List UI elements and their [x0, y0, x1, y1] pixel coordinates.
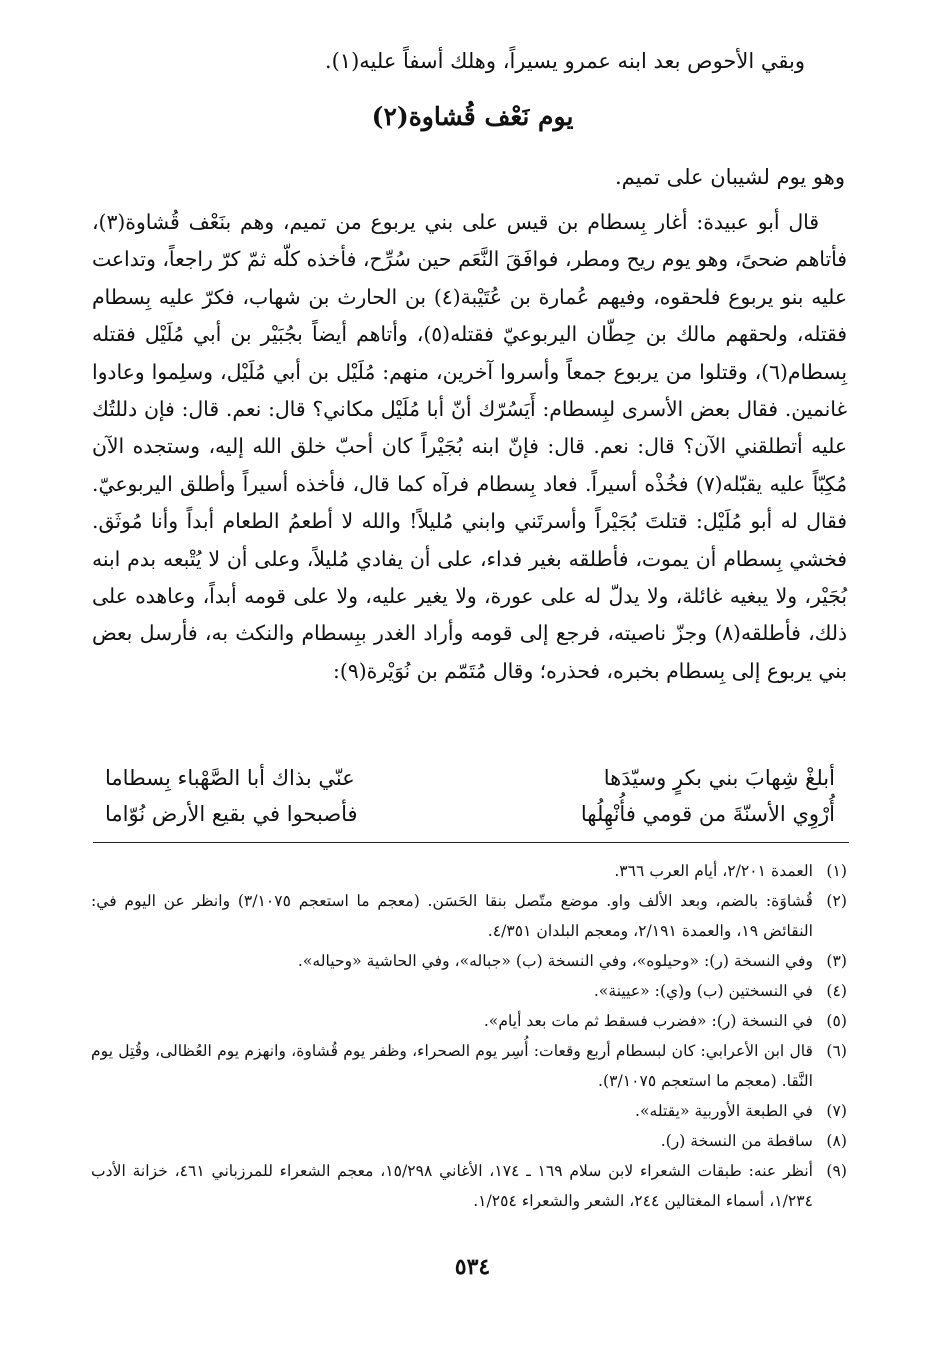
- footnotes: [91, 856, 847, 1216]
- main-paragraph: قال أبو عبيدة: أغار بِسطام بن قيس على بني يربوع من تميم، وهم بنَعْف قُشاوة(٣)، فأتاهم ضحىً، وهو يوم ريح ومطر، فوافَقَ النَّعَم حين سُرِّح، فأخذه كلّه ثمّ كرّ راجعاً، وتداعت عليه بنو يربوع فلحقوه، وفيهم عُمارة بن عُتَيْبة(٤) بن الحارث بن شهاب، فكرّ عليه بِسطام فقتله، ولحقهم مالك بن حِطّان اليربوعيّ فقتله(٥)، وأتاهم أيضاً بجُبَيْر بن أبي مُلَيْل فقتله بِسطام(٦)، وقتلوا من يربوع جمعاً وأسروا آخرين، منهم: مُلَيْل بن أبي مُلَيْل، وسلِموا وعادوا غانمين. فقال بعض الأسرى لبِسطام: أَيَسُرّك أنّ أبا مُلَيْل مكاني؟ قال: نعم. قال: فإن دللتُك عليه أتطلقني الآن؟ قال: نعم. قال: فإنّ ابنه بُجَيْراً كان أحبّ خلق الله إليه، وستجده الآن مُكِبّاً عليه يقبّله(٧) فخُذْه أسيراً. فعاد بِسطام فرآه كما قال، فأخذه أسيراً وأطلق اليربوعيّ. فقال له أبو مُلَيْل: قتلتَ بُجَيْراً وأسرتَني وابني مُليلاً! والله لا أطعمُ الطعام أبداً وأنا مُوثَق. فخشي بِسطام أن يموت، فأطلقه بغير فداء، على أن يفادي مُليلاً، وعلى أن لا يُتْبعه بدم ابنه بُجَيْر، ولا يبغيه غائلة، ولا يدلّ له على عورة، ولا يغير عليه، ولا على قومه أبداً، وعاهده على ذلك، فأطلقه(٨) وجزّ ناصيته، فرجع إلى قومه وأراد الغدر ببِسطام والنكث به، فأرسل بعض بني يربوع إلى بِسطام بخبره، فحذره؛ وقال مُتَمّم بن نُوَيْرة(٩):: [92, 210, 847, 683]
- footnote-2: [91, 886, 847, 946]
- footnote-text: العمدة ٢/٢٠١، أيام العرب ٣٦٦.: [614, 862, 813, 880]
- footnote-number: (١): [826, 862, 847, 880]
- body-text: [92, 204, 847, 690]
- footnote-3: [91, 946, 847, 976]
- poem-verse-1: [105, 760, 835, 796]
- footnote-number: (٦): [826, 1042, 847, 1060]
- footnote-7: [91, 1096, 847, 1126]
- footnote-5: [91, 1006, 847, 1036]
- footnote-number: (٤): [826, 982, 847, 1000]
- verse-1-second-hemistich: عنّي بذاك أبا الصَّهْباء بِسطاما: [105, 766, 355, 790]
- page-number: ٥٣٤: [454, 1254, 491, 1280]
- verse-2-first-hemistich: أُرْوِي الأسنّةَ من قومي فأُنْهِلُها: [580, 802, 835, 826]
- footnote-8: [91, 1126, 847, 1156]
- footnote-text: قُشاوَة: بالضم، وبعد الألف واو. موضع متّصل بنقا الحَسَن. (معجم ما استعجم ٣/١٠٧٥) وانظر عن اليوم في: النقائض ١٩، والعمدة ٢/١٩١، ومعجم البلدان ٤/٣٥١.: [91, 892, 813, 940]
- footnote-number: (٥): [826, 1012, 847, 1030]
- footnote-number: (٢): [826, 892, 847, 910]
- footnote-text: في النسخة (ر): «فضرب فسقط ثم مات بعد أيام».: [483, 1012, 813, 1030]
- footnote-number: (٩): [826, 1162, 847, 1180]
- intro-line: وبقي الأحوص بعد ابنه عمرو يسيراً، وهلك أسفاً عليه(١).: [324, 49, 805, 73]
- footnote-divider: [93, 842, 849, 843]
- footnote-text: ساقطة من النسخة (ر).: [660, 1132, 813, 1150]
- footnote-number: (٧): [826, 1102, 847, 1120]
- verse-2-second-hemistich: فأصبحوا في بقيع الأرض نُوّاما: [105, 802, 358, 826]
- poem-verse-2: [105, 796, 835, 832]
- footnote-text: في النسختين (ب) و(ي): «عيينة».: [593, 982, 813, 1000]
- footnote-number: (٣): [826, 952, 847, 970]
- poem: [105, 760, 835, 832]
- verse-1-first-hemistich: أبلغْ شِهابَ بني بكرٍ وسيّدَها: [603, 766, 835, 790]
- footnote-1: [91, 856, 847, 886]
- section-heading: يوم نَعْف قُشاوة(٢): [371, 102, 574, 131]
- footnote-text: في الطبعة الأوربية «يقتله».: [635, 1102, 813, 1120]
- footnote-text: أنظر عنه: طبقات الشعراء لابن سلام ١٦٩ ـ ١٧٤، الأغاني ١٥/٢٩٨، معجم الشعراء للمرزباني ٤٦١، خزانة الأدب ١/٢٣٤، أسماء المغتالين ٢٤٤، الشعر والشعراء ١/٢٥٤.: [91, 1162, 814, 1210]
- footnote-number: (٨): [826, 1132, 847, 1150]
- footnote-text: وفي النسخة (ر): «وحيلوه»، وفي النسخة (ب) «جباله»، وفي الحاشية «وحياله».: [297, 952, 813, 970]
- footnote-6: [91, 1036, 847, 1096]
- footnote-9: [91, 1156, 847, 1216]
- lead-sentence: وهو يوم لشيبان على تميم.: [614, 165, 845, 189]
- footnote-4: [91, 976, 847, 1006]
- footnote-text: قال ابن الأعرابي: كان لبسطام أربع وقعات: أُسِر يوم الصحراء، وظفر يوم قُشاوة، وانهزم يوم العُظالى، وقُتِل يوم النَّقا. (معجم ما استعجم ٣/١٠٧٥).: [91, 1042, 813, 1090]
